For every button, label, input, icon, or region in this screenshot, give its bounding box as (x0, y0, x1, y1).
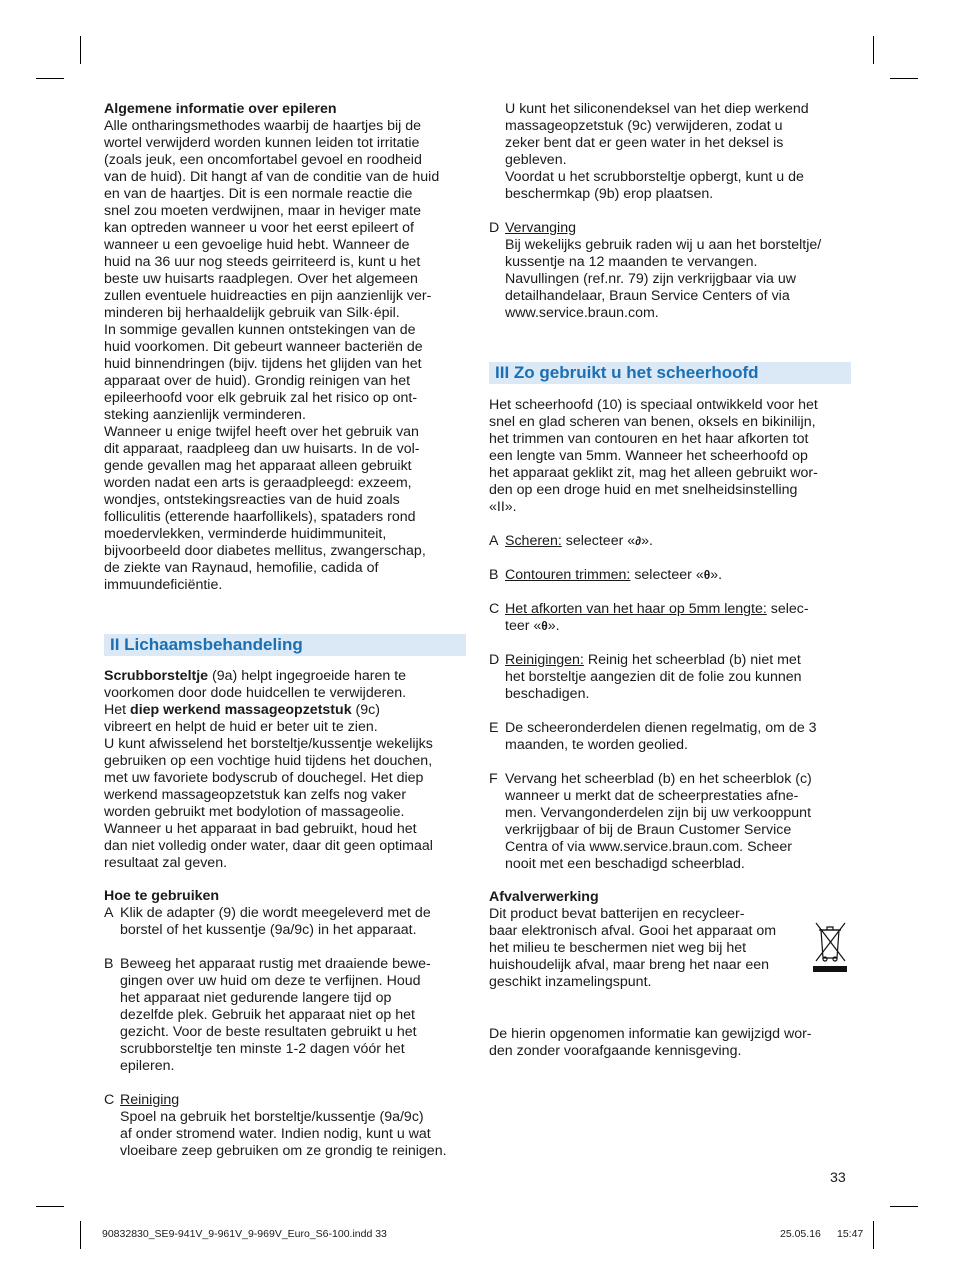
text-line: een lengte van 5mm. Wanneer het scheerhoofd op (489, 448, 808, 464)
text-line: gebleven. (505, 152, 567, 168)
text-line: huishoudelijk afval, maar breng het naar een (489, 957, 769, 973)
text-line: met uw favoriete bodyscrub of douchegel. Het diep (104, 770, 424, 786)
how-to-use-heading: Hoe te gebruiken (104, 888, 220, 904)
text-fragment: selecteer « (561, 533, 636, 549)
shaver-step-f (489, 771, 851, 873)
text-line: geschikt inzamelingspunt. (489, 974, 652, 990)
text-line: Wanneer u het apparaat in bad gebruikt, houd het (104, 821, 417, 837)
text-line (104, 668, 466, 685)
left-column (104, 101, 466, 1160)
text-line: het apparaat niet gedurende langere tijd op (120, 990, 392, 1006)
text-line: de ziekte van Raynaud, hemofilie, cadida of (104, 560, 379, 576)
step-letter: D (489, 220, 500, 236)
text-line: folliculitis (etterende haarfollikels), spataders rond (104, 509, 416, 525)
text-line: beschadigen. (505, 686, 590, 702)
text-line: Voordat u het scrubborsteltje opbergt, kunt u de (505, 169, 804, 185)
crop-mark (80, 1221, 81, 1249)
step-letter: A (104, 905, 114, 921)
contour-trim-label: Contouren trimmen: (505, 567, 631, 583)
step-letter: D (489, 652, 500, 668)
text-line: het apparaat geklikt zit, mag het alleen gebruikt wor- (489, 465, 818, 481)
text-line: nooit met een beschadigd scheerblad. (505, 856, 745, 872)
text-line: resultaat zal geven. (104, 855, 228, 871)
crop-mark (36, 1206, 64, 1207)
text-line: wanneer u merkt dat de scheerprestaties afne- (505, 788, 799, 804)
text-line: baar elektronisch afval. Gooi het apparaat om (489, 923, 777, 939)
text-line: Het scheerhoofd (10) is speciaal ontwikkeld voor het (489, 397, 818, 413)
text-line: het milieu te beschermen niet weg bij het (489, 940, 747, 956)
right-column (489, 101, 851, 1060)
text-fragment: (9c) (351, 702, 380, 718)
text-line: massageopzetstuk (9c) verwijderen, zodat u (505, 118, 783, 134)
replacement-subheading: Vervanging (505, 220, 576, 236)
waste-disposal-body (489, 906, 851, 991)
cleaning-continued (489, 101, 851, 203)
text-line: Vervang het scheerblad (b) en het scheerblok (c) (505, 771, 812, 787)
text-line: maanden, te worden geolied. (505, 737, 688, 753)
text-line (505, 618, 851, 635)
text-line: worden nadat een arts is geraadpleegd: exzeem, (104, 475, 412, 491)
text-fragment: ». (710, 567, 723, 583)
text-line (505, 652, 851, 669)
shaver-head-intro (489, 397, 851, 516)
text-line: www.service.braun.com. (505, 305, 659, 321)
text-line: scrubborsteltje ten minste 1-2 dagen vóór het (120, 1041, 405, 1057)
text-line: den op een droge huid en met snelheidsinstelling (489, 482, 798, 498)
text-line: af onder stromend water. Indien nodig, kunt u wat (120, 1126, 431, 1142)
step-c (104, 1092, 466, 1160)
text-line: het trimmen van contouren en het haar afkorten tot (489, 431, 809, 447)
cleaning-label: Reinigingen: (505, 652, 584, 668)
text-line: Klik de adapter (9) die wordt meegeleverd met de (120, 905, 431, 921)
shaver-step-b (489, 567, 851, 584)
text-line: snel en glad scheren van benen, oksels en bikinilijn, (489, 414, 816, 430)
text-line (505, 533, 851, 550)
text-fragment: Het (104, 702, 131, 718)
text-line (505, 601, 851, 618)
text-line: steking aanzienlijk verminderen. (104, 407, 306, 423)
text-line: huid binnendringen (bijv. tijdens het glijden van het (104, 356, 422, 372)
shaver-step-d (489, 652, 851, 703)
general-info-body (104, 118, 466, 594)
text-fragment: (9a) helpt ingegroeide haren te (208, 668, 407, 684)
general-info-heading: Algemene informatie over epileren (104, 101, 337, 117)
shaving-label: Scheren: (505, 533, 562, 549)
step-a (104, 905, 466, 939)
text-line: De hierin opgenomen informatie kan gewijzigd wor- (489, 1026, 812, 1042)
text-line: Centra of via www.service.braun.com. Scheer (505, 839, 793, 855)
change-notice (489, 1026, 851, 1060)
text-line: moedervlekken, verminderde huidimmuniteit, (104, 526, 387, 542)
step-letter: F (489, 771, 498, 787)
text-line: Beweeg het apparaat rustig met draaiende bewe- (120, 956, 431, 972)
step-letter: B (489, 567, 499, 583)
text-line: huid na 36 uur nog steeds geirriteerd is, kunt u het (104, 254, 421, 270)
body-treatment-intro (104, 668, 466, 872)
step-d-replacement (489, 220, 851, 322)
text-line: Spoel na gebruik het borsteltje/kussentje (9a/9c) (120, 1109, 424, 1125)
crop-mark (873, 36, 874, 64)
crossed-bin-icon (812, 921, 848, 973)
text-line (505, 567, 851, 584)
text-line: dezelfde plek. Gebruik het apparaat niet op het (120, 1007, 415, 1023)
text-line: minderen bij herhaaldelijk gebruik van Silk·épil. (104, 305, 400, 321)
text-line: immuundeficiëntie. (104, 577, 223, 593)
text-line: In sommige gevallen kunnen ontstekingen van de (104, 322, 416, 338)
scrub-brush-term: Scrubborsteltje (104, 668, 209, 684)
text-fragment: selecteer « (630, 567, 704, 583)
text-line: wondjes, ontstekingsreacties van de huid zoals (104, 492, 400, 508)
text-line: werkend massageopzetstuk kan zelfs nog vaker (104, 787, 407, 803)
step-letter: C (104, 1092, 115, 1108)
text-line: epileerhoofd voor elk gebruik zal het risico op ont- (104, 390, 418, 406)
text-line: verkrijgbaar of bij de Braun Customer Service (505, 822, 792, 838)
text-line: borstel of het kussentje (9a/9c) in het apparaat. (120, 922, 417, 938)
text-fragment: Reinig het scheerblad (b) niet met (583, 652, 801, 668)
crop-mark (36, 78, 64, 79)
step-letter: A (489, 533, 499, 549)
text-line: U kunt afwisselend het borsteltje/kussentje wekelijks (104, 736, 433, 752)
shaver-step-a (489, 533, 851, 550)
crop-mark (890, 1206, 918, 1207)
text-fragment: selec- (766, 601, 809, 617)
section-heading-body-treatment: II Lichaamsbehandeling (104, 634, 466, 656)
trim-5mm-label: Het afkorten van het haar op 5mm lengte: (505, 601, 767, 617)
text-line: detailhandelaar, Braun Service Centers of via (505, 288, 790, 304)
text-line: gende gevallen mag het apparaat alleen gebruikt (104, 458, 412, 474)
text-fragment: ». (547, 618, 560, 634)
lock-setting-icon: θ (541, 619, 548, 633)
text-fragment: ». (641, 533, 653, 549)
text-line: zullen eventuele huidreacties en pijn aanzienlijk ver- (104, 288, 432, 304)
page-number: 33 (830, 1170, 846, 1186)
crop-mark (80, 36, 81, 64)
print-slug: 90832830_SE9-941V_9-961V_9-969V_Euro_S6-100.indd 33 (102, 1228, 387, 1240)
print-slug-date: 25.05.16 (780, 1228, 821, 1240)
text-line: kan optreden wanneer u voor het eerst epileert of (104, 220, 414, 236)
text-line: Bij wekelijks gebruik raden wij u aan het borsteltje/ (505, 237, 822, 253)
text-line (104, 702, 466, 719)
text-line: dit apparaat, raadpleeg dan uw huisarts. In de vol- (104, 441, 420, 457)
text-line: «II». (489, 499, 517, 515)
text-line: De scheeronderdelen dienen regelmatig, om de 3 (505, 720, 817, 736)
cleaning-subheading: Reiniging (120, 1092, 180, 1108)
shaver-step-e (489, 720, 851, 754)
text-line: gezicht. Voor de beste resultaten gebruikt u het (120, 1024, 417, 1040)
text-line: het borsteltje aangezien dit de folie zou kunnen (505, 669, 802, 685)
text-line: vibreert en helpt de huid er beter uit te zien. (104, 719, 378, 735)
text-line: dan niet volledig onder water, daar dit geen optimaal (104, 838, 433, 854)
step-letter: E (489, 720, 499, 736)
crop-mark (873, 1221, 874, 1249)
shave-setting-icon: ∂ (635, 534, 642, 548)
massage-attachment-term: diep werkend massageopzetstuk (130, 702, 352, 718)
text-line: U kunt het siliconendeksel van het diep werkend (505, 101, 809, 117)
text-line: Alle ontharingsmethodes waarbij de haartjes bij de (104, 118, 422, 134)
text-line: (zoals jeuk, een oncomfortabel gevoel en roodheid (104, 152, 422, 168)
text-line: Wanneer u enige twijfel heeft over het gebruik van (104, 424, 419, 440)
text-line: epileren. (120, 1058, 175, 1074)
text-line: en van de haartjes. Dit is een normale reactie die (104, 186, 413, 202)
text-line: vloeibare zeep gebruiken om ze grondig te reinigen. (120, 1143, 447, 1159)
text-line: huid voorkomen. Dit gebeurt wanneer bacteriën de (104, 339, 423, 355)
text-line: beste uw huisarts raadplegen. Over het algemeen (104, 271, 418, 287)
lock-setting-icon: θ (703, 568, 711, 582)
text-line: men. Vervangonderdelen zijn bij uw verkooppunt (505, 805, 812, 821)
text-line: kussentje na 12 maanden te vervangen. (505, 254, 758, 270)
shaver-step-c (489, 601, 851, 635)
text-line: wortel verwijderd worden kunnen leiden tot irritatie (104, 135, 420, 151)
text-line: Navullingen (ref.nr. 79) zijn verkrijgbaar via uw (505, 271, 796, 287)
text-line: den zonder voorafgaande kennisgeving. (489, 1043, 742, 1059)
step-letter: B (104, 956, 114, 972)
step-letter: C (489, 601, 500, 617)
text-line: gingen over uw huid om deze te verfijnen. Houd (120, 973, 421, 989)
text-line: Dit product bevat batterijen en recycleer- (489, 906, 745, 922)
crop-mark (890, 78, 918, 79)
text-line: bijvoorbeeld door diabetes mellitus, zwangerschap, (104, 543, 426, 559)
text-fragment: teer « (505, 618, 542, 634)
text-line: zeker bent dat er geen water in het deksel is (505, 135, 784, 151)
text-line: snel zou moeten verdwijnen, maar in heviger mate (104, 203, 422, 219)
print-slug-time: 15:47 (837, 1228, 864, 1240)
section-heading-shaver-head: III Zo gebruikt u het scheerhoofd (489, 362, 851, 384)
step-b (104, 956, 466, 1075)
text-line: apparaat over de huid). Grondig reinigen van het (104, 373, 411, 389)
text-line: beschermkap (9b) erop plaatsen. (505, 186, 714, 202)
text-line: voorkomen door dode huidcellen te verwijderen. (104, 685, 407, 701)
text-line: worden gebruikt met bodylotion of massageolie. (104, 804, 405, 820)
text-line: van de huid). Dit hangt af van de conditie van de huid (104, 169, 440, 185)
text-line: gebruiken op een vochtige huid tijdens het douchen, (104, 753, 433, 769)
waste-disposal-heading: Afvalverwerking (489, 889, 599, 905)
text-line: wanneer u een gevoelige huid hebt. Wanneer de (104, 237, 410, 253)
